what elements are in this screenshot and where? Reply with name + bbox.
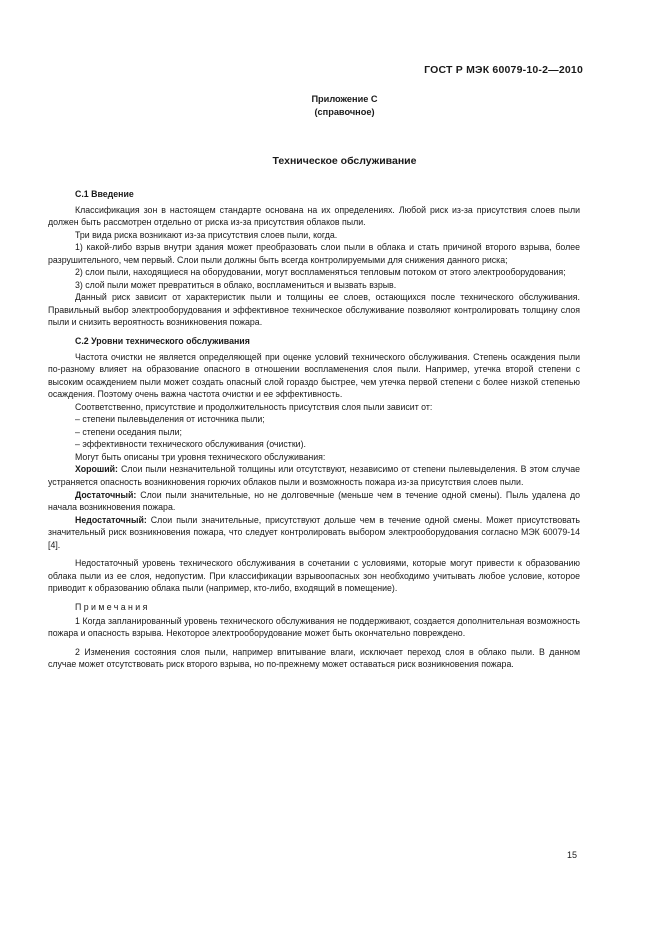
note-item: 1 Когда запланированный уровень технического обслуживания не поддерживают, создается дополнительная возможность пожара и опасность взрыва. Некоторое электрооборудование может быть окончательно повреждено. [48, 615, 580, 639]
level-text: Слои пыли значительные, присутствуют дольше чем в течение одной смены. Может присутствовать значительный риск возникновения пожара, что следует контролировать выбором электрооборудования согласно МЭК 60079-14 [4]. [48, 514, 580, 550]
appendix-subtitle: (справочное) [314, 107, 375, 117]
level-text: Слои пыли значительные, но не долговечные (меньше чем в течение одной смены). Пыль удалена до начала возникновения пожара. [48, 489, 580, 513]
list-item: – степени пылевыделения от источника пыли; [75, 414, 265, 425]
standard-designation: ГОСТ Р МЭК 60079-10-2—2010 [424, 64, 583, 76]
paragraph: Классификация зон в настоящем стандарте основана на их определениях. Любой риск из-за присутствия слоев пыли должен быть рассмотрен отдельно от риска из-за присутствия облаков пыли. [48, 204, 580, 228]
document-body [48, 188, 580, 671]
paragraph: Данный риск зависит от характеристик пыли и толщины ее слоев, остающихся после технического обслуживания. Правильный выбор электрооборудования и эффективное техническое обслуживание позволяют контролировать толщину слоя пыли и снизить вероятность возникновения пожара. [48, 292, 580, 328]
list-item: – эффективности технического обслуживания (очистки). [75, 439, 306, 450]
page-title [0, 155, 661, 168]
page-title-text: Техническое обслуживание [272, 155, 417, 167]
paragraph: Могут быть описаны три уровня технического обслуживания: [75, 451, 326, 462]
paragraph: Недостаточный уровень технического обслуживания в сочетании с условиями, которые могут привести к образованию облака пыли из ее слоя, недопустим. При классификации взрывоопасных зон необходимо учитывать любое условие, которое приводит к образованию облака пыли (например, кто-либо, входящий в помещение). [48, 558, 580, 594]
list-item: – степени оседания пыли; [75, 426, 183, 437]
list-item: 3) слой пыли может превратиться в облако, воспламениться и вызвать взрыв. [75, 279, 397, 290]
note-item: 2 Изменения состояния слоя пыли, например впитывание влаги, исключает переход слоя в облако пыли. В данном случае может отсутствовать риск второго взрыва, но по-прежнему может оставаться риск возникновения пожара. [48, 646, 580, 670]
list-item: 2) слои пыли, находящиеся на оборудовании, могут воспламеняться тепловым потоком от этого электрооборудования; [75, 267, 566, 278]
level-term: Хороший: [75, 464, 118, 475]
maintenance-level [48, 489, 580, 514]
page-number: 15 [566, 850, 577, 860]
maintenance-level [48, 514, 580, 552]
paragraph: Частота очистки не является определяющей при оценке условий технического обслуживания. Степень осаждения пыли по-разному влияет на образование опасного в отношении воспламенения слоя пыли. Например, утечка второй степени с высоким осаждением пыли может создать опасный слой гораздо быстрее, чем утечка первой степени с более низкой степенью осаждения. Поэтому очень важна частота очистки и ее эффективность. [48, 351, 580, 400]
paragraph: Три вида риска возникают из-за присутствия слоев пыли, когда. [75, 229, 338, 240]
level-term: Достаточный: [75, 489, 137, 500]
appendix-heading [0, 93, 661, 119]
appendix-title: Приложение С [311, 94, 378, 104]
section-heading: С.2 Уровни технического обслуживания [75, 336, 250, 347]
level-term: Недостаточный: [75, 514, 147, 525]
maintenance-level [48, 463, 580, 488]
level-text: Слои пыли незначительной толщины или отсутствуют, независимо от степени пылевыделения. В этом случае устраняется опасность возникновения горючих облаков пыли и возможность пожара из-за присутствия слоев пыли. [48, 464, 580, 488]
section-heading: С.1 Введение [75, 189, 134, 199]
notes-heading: Примечания [75, 601, 150, 612]
paragraph: Соответственно, присутствие и продолжительность присутствия слоя пыли зависит от: [75, 401, 433, 412]
list-item: 1) какой-либо взрыв внутри здания может преобразовать слои пыли в облака и стать причиной второго взрыва, более разрушительного, чем первый. Слои пыли должны быть всегда контролируемыми для снижения данного риска; [48, 242, 580, 265]
